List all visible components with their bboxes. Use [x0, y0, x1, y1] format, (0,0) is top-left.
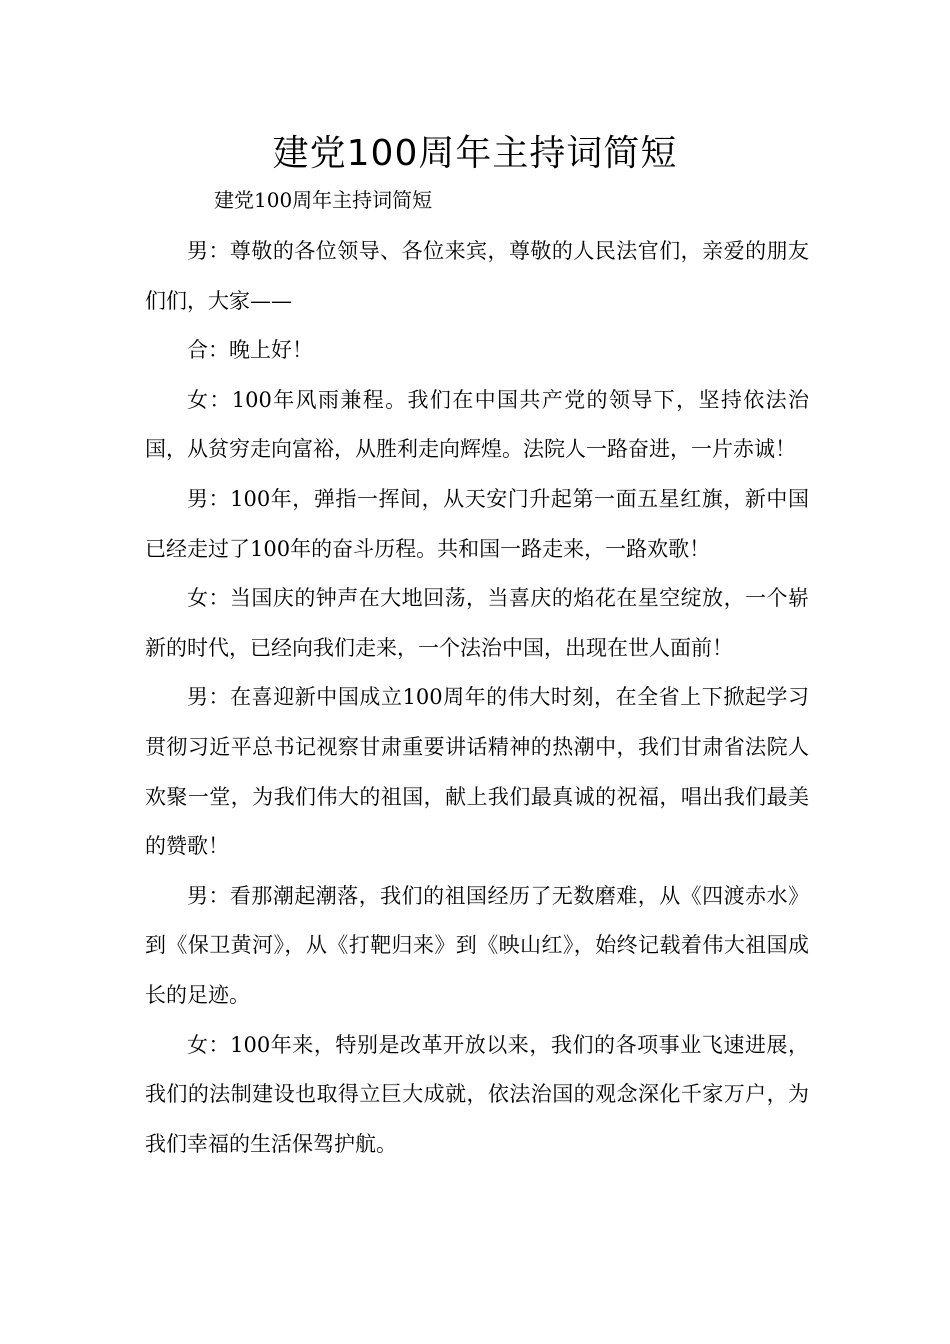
paragraph: 男：尊敬的各位领导、各位来宾，尊敬的人民法官们，亲爱的朋友们们，大家——: [145, 239, 809, 313]
document-subtitle: 建党100周年主持词简短: [214, 188, 433, 212]
paragraph: 女：当国庆的钟声在大地回荡，当喜庆的焰花在星空绽放，一个崭新的时代，已经向我们走来，一个法治中国，出现在世人面前！: [145, 586, 809, 660]
paragraph: 男：在喜迎新中国成立100周年的伟大时刻，在全省上下掀起学习贯彻习近平总书记视察甘肃重要讲话精神的热潮中，我们甘肃省法院人欢聚一堂，为我们伟大的祖国，献上我们最真诚的祝福，唱出我们最美的赞歌！: [145, 685, 809, 859]
document-title: 建党100周年主持词简短: [272, 133, 678, 174]
paragraph: 男：看那潮起潮落，我们的祖国经历了无数磨难，从《四渡赤水》到《保卫黄河》，从《打靶归来》到《映山红》，始终记载着伟大祖国成长的足迹。: [145, 883, 809, 1007]
document-body: [145, 227, 809, 1169]
paragraph: 女：100年来，特别是改革开放以来，我们的各项事业飞速进展，我们的法制建设也取得立巨大成就，依法治国的观念深化千家万户，为我们幸福的生活保驾护航。: [145, 1032, 809, 1156]
paragraph: 合：晚上好！: [187, 338, 313, 363]
paragraph: 男：100年，弹指一挥间，从天安门升起第一面五星红旗，新中国已经走过了100年的奋斗历程。共和国一路走来，一路欢歌！: [145, 486, 809, 561]
paragraph: 女：100年风雨兼程。我们在中国共产党的领导下，坚持依法治国，从贫穷走向富裕，从胜利走向辉煌。法院人一路奋进，一片赤诚！: [145, 387, 809, 462]
